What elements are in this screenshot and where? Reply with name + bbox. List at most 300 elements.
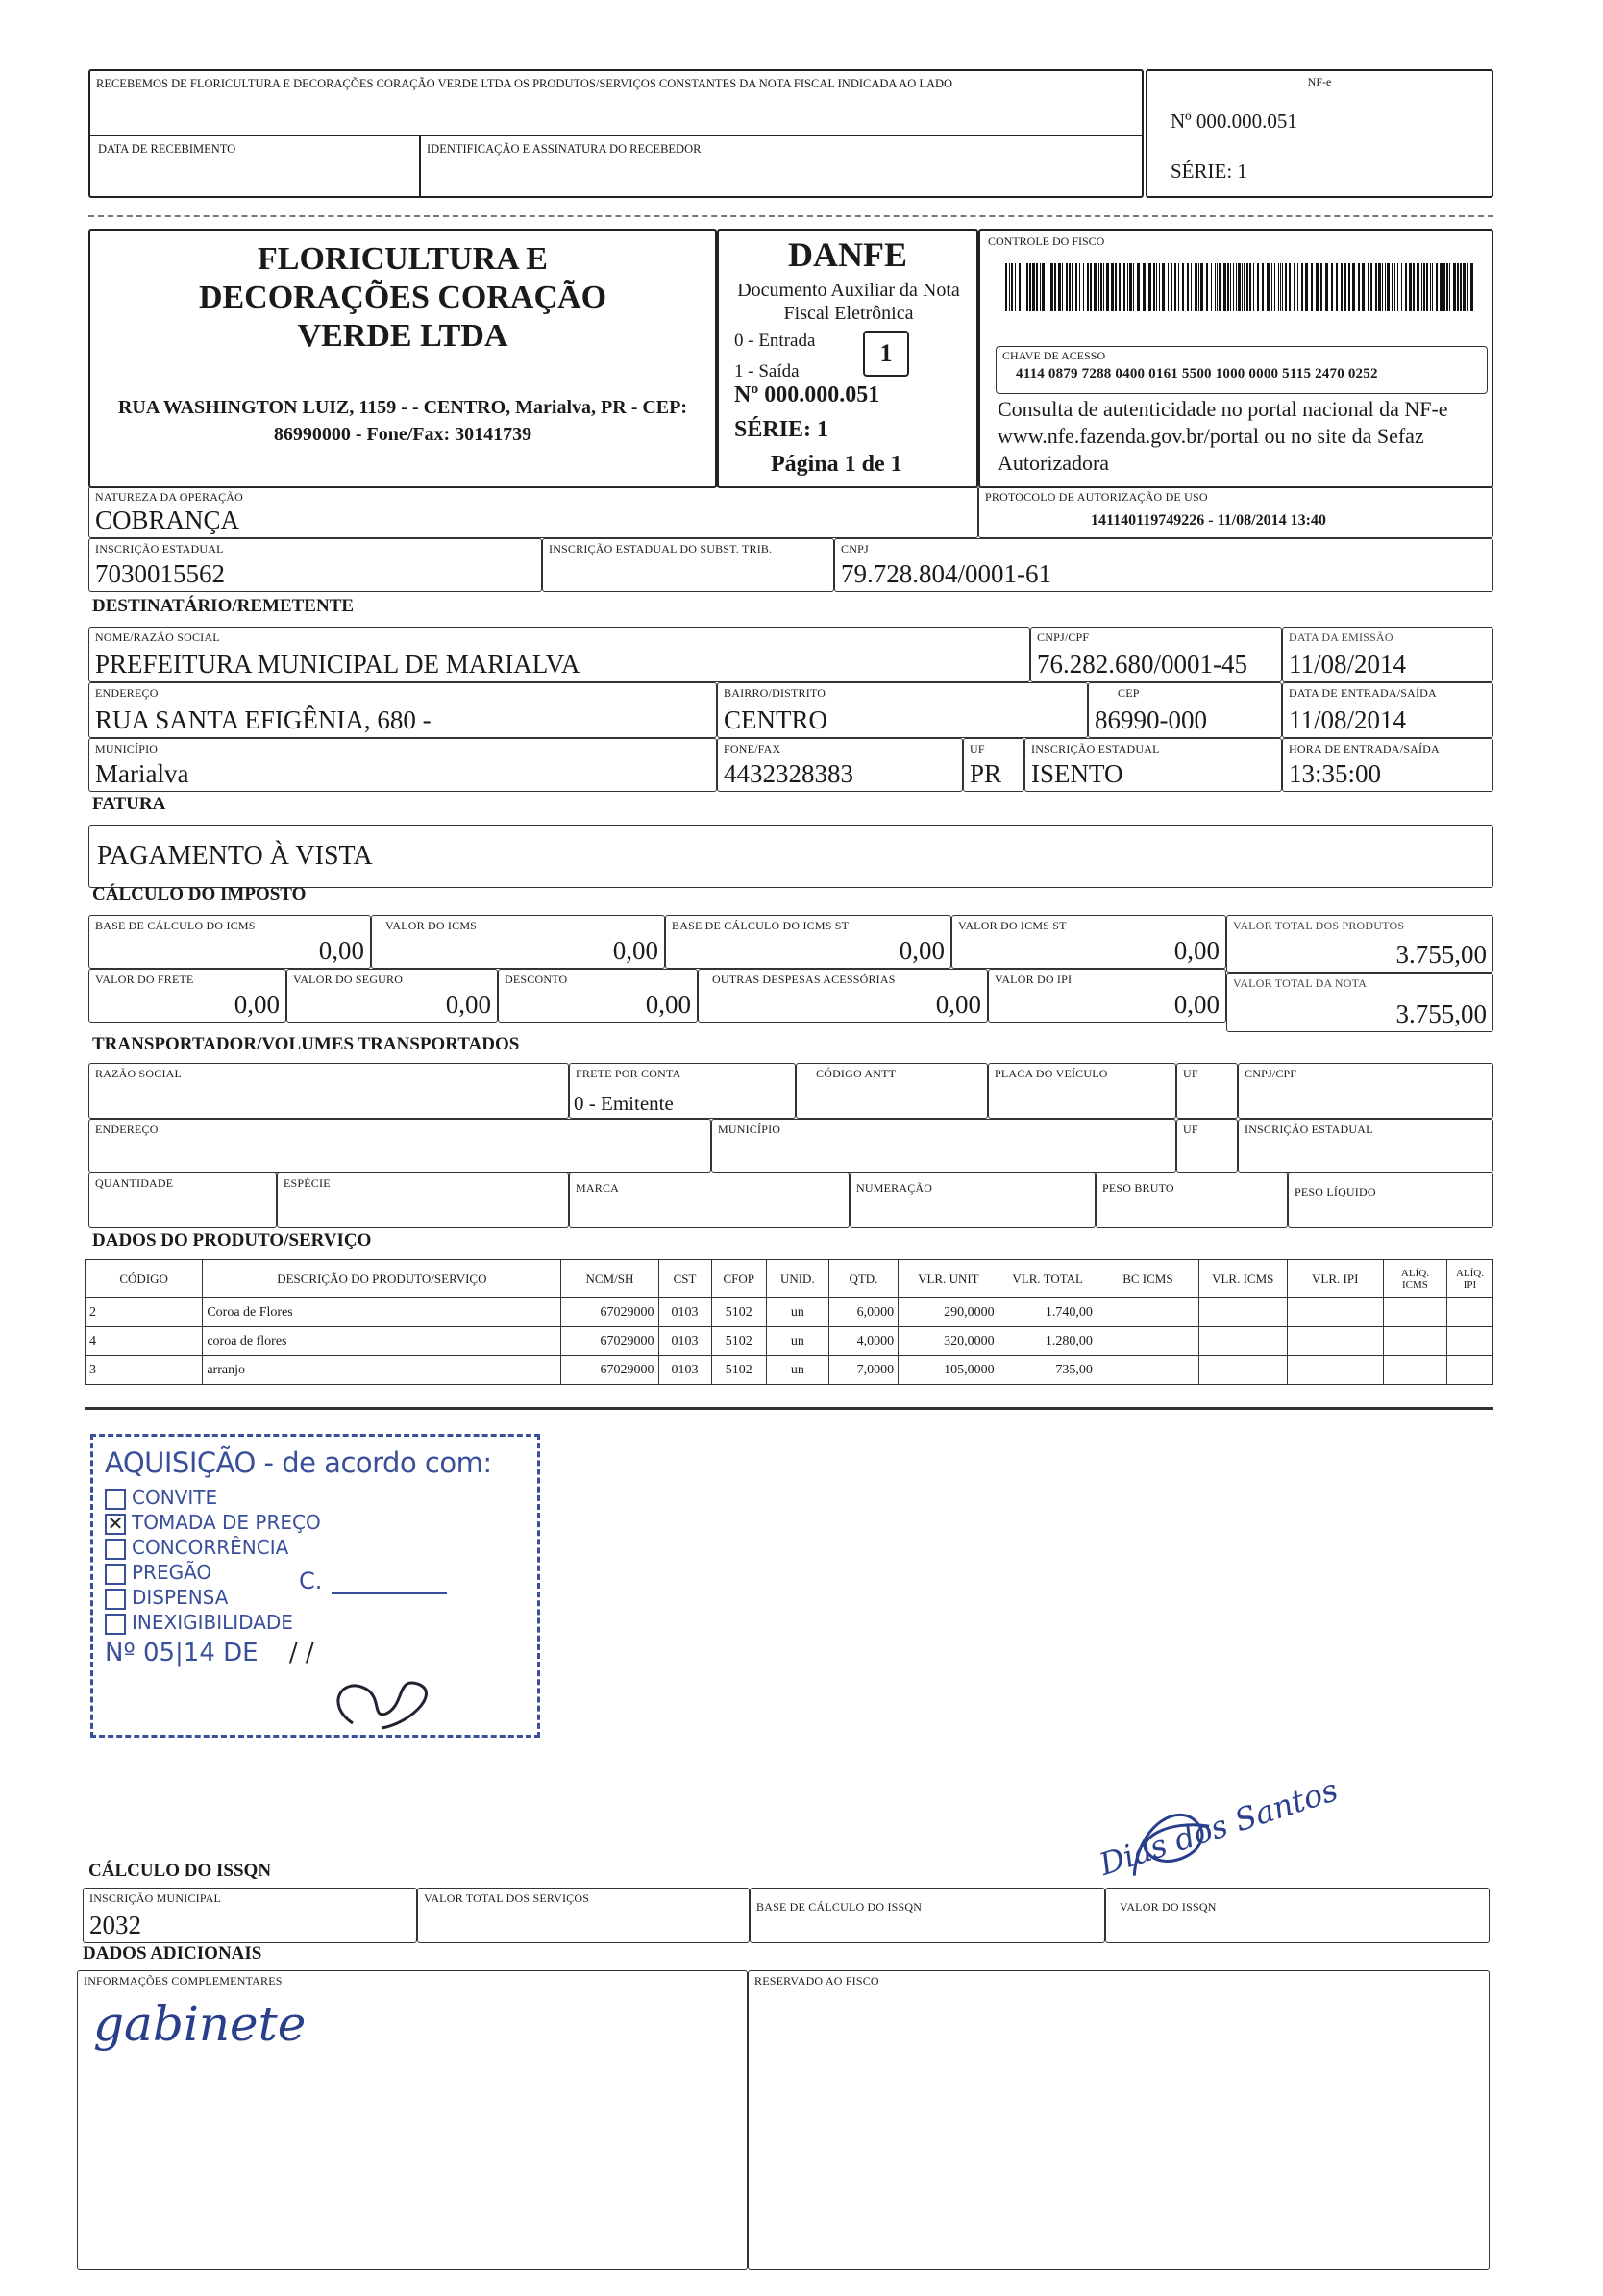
recipient-ie-label: INSCRIÇÃO ESTADUAL	[1031, 742, 1160, 755]
barcode-bar	[1394, 263, 1395, 311]
stamp-option-label: CONCORRÊNCIA	[132, 1536, 289, 1559]
product-cell: 5102	[711, 1298, 766, 1327]
emission-label: DATA DA EMISSÃO	[1289, 630, 1393, 644]
products-header-cell: VLR. IPI	[1287, 1260, 1383, 1298]
tax-section-title: CÁLCULO DO IMPOSTO	[92, 884, 307, 904]
receipt-id-label: IDENTIFICAÇÃO E ASSINATURA DO RECEBEDOR	[427, 142, 702, 156]
checkbox-icon	[105, 1614, 126, 1635]
barcode-bar	[1171, 263, 1172, 311]
product-cell	[1198, 1298, 1287, 1327]
stamp-option-label: DISPENSA	[132, 1586, 229, 1609]
barcode-bar	[1262, 263, 1264, 311]
stamp-number: Nº 05|14 DE	[105, 1639, 259, 1667]
barcode-bar	[1289, 263, 1291, 311]
barcode-bar	[1432, 263, 1433, 311]
barcode-bar	[1405, 263, 1407, 311]
numbering-cell	[850, 1173, 1096, 1228]
ie-st-label: INSCRIÇÃO ESTADUAL DO SUBST. TRIB.	[549, 542, 773, 555]
barcode-bar	[1029, 263, 1031, 311]
numbering-label: NUMERAÇÃO	[856, 1181, 933, 1195]
protocol-value: 141140119749226 - 11/08/2014 13:40	[1091, 512, 1326, 529]
barcode-bar	[1187, 263, 1189, 311]
access-key-box	[996, 346, 1488, 394]
barcode-bar	[1215, 263, 1216, 311]
barcode-bar	[1409, 263, 1412, 311]
product-cell: 4,0000	[828, 1327, 898, 1356]
barcode-bar	[1036, 263, 1038, 311]
entry-date: 11/08/2014	[1289, 705, 1407, 734]
barcode-bar	[1426, 263, 1428, 311]
barcode-bar	[1042, 263, 1045, 311]
discount-label: DESCONTO	[505, 973, 568, 986]
barcode-bar	[1242, 263, 1243, 311]
barcode-bar	[1233, 263, 1234, 311]
stamp-date-slashes: / /	[288, 1639, 314, 1667]
product-cell: 3	[86, 1356, 203, 1385]
product-cell: 6,0000	[828, 1298, 898, 1327]
stamp-options	[105, 1485, 526, 1635]
brand-cell	[569, 1173, 850, 1228]
transport-city-label: MUNICÍPIO	[718, 1123, 781, 1136]
transport-company-cell	[88, 1063, 569, 1119]
barcode-bar	[1230, 263, 1231, 311]
transport-uf-cell	[1176, 1063, 1238, 1119]
base-icms-cell	[88, 915, 371, 969]
entry-time: 13:35:00	[1289, 759, 1382, 788]
product-cell	[1198, 1327, 1287, 1356]
transport-uf2-cell	[1176, 1119, 1238, 1173]
barcode-bar	[1274, 263, 1275, 311]
net-label: PESO LÍQUIDO	[1295, 1185, 1376, 1198]
nfe-label: NF-e	[1307, 75, 1332, 88]
recipient-cnpj: 76.282.680/0001-45	[1037, 650, 1247, 679]
product-cell	[1383, 1298, 1446, 1327]
net-cell	[1288, 1173, 1493, 1228]
cep-label: CEP	[1118, 686, 1140, 700]
barcode-bar	[1103, 263, 1104, 311]
checkbox-icon	[105, 1489, 126, 1510]
transport-section-title: TRANSPORTADOR/VOLUMES TRANSPORTADOS	[92, 1034, 520, 1054]
barcode-bar	[1453, 263, 1456, 311]
product-cell	[1287, 1327, 1383, 1356]
emission-cell	[1282, 627, 1493, 682]
barcode-bar	[1294, 263, 1295, 311]
city: Marialva	[95, 759, 189, 788]
barcode-bar	[1467, 263, 1468, 311]
product-cell: 0103	[658, 1327, 711, 1356]
phone-cell	[717, 738, 963, 792]
stamp-option-label: TOMADA DE PREÇO	[132, 1511, 321, 1534]
fisco-box	[978, 229, 1493, 488]
transport-ie-cell	[1238, 1119, 1493, 1173]
stamp-c-line	[332, 1592, 447, 1594]
products-header-cell: VLR. TOTAL	[999, 1260, 1097, 1298]
barcode-bar	[1352, 263, 1355, 311]
recipient-name-label: NOME/RAZÃO SOCIAL	[95, 630, 220, 644]
other-label: OUTRAS DESPESAS ACESSÓRIAS	[712, 973, 896, 986]
barcode-bar	[1443, 263, 1445, 311]
danfe-entry: 0 - Entrada	[734, 331, 816, 351]
phone: 4432328383	[724, 759, 853, 788]
barcode-bar	[1375, 263, 1377, 311]
transport-address-cell	[88, 1119, 711, 1173]
product-cell: 735,00	[999, 1356, 1097, 1385]
species-label: ESPÉCIE	[284, 1176, 331, 1190]
stamp-option-label: PREGÃO	[132, 1561, 212, 1584]
barcode-bar	[1244, 263, 1245, 311]
barcode-bar	[1368, 263, 1369, 311]
info-label: INFORMAÇÕES COMPLEMENTARES	[84, 1974, 283, 1987]
uf: PR	[970, 759, 1002, 788]
barcode-bar	[1280, 263, 1281, 311]
services-cell	[417, 1888, 750, 1943]
other-cell	[698, 969, 988, 1023]
phone-label: FONE/FAX	[724, 742, 781, 755]
city-cell	[88, 738, 717, 792]
freight: 0,00	[234, 990, 280, 1019]
ipi-label: VALOR DO IPI	[995, 973, 1073, 986]
products-header-cell: VLR. UNIT	[899, 1260, 999, 1298]
transport-ie-label: INSCRIÇÃO ESTADUAL	[1245, 1123, 1373, 1136]
ie-label: INSCRIÇÃO ESTADUAL	[95, 542, 224, 555]
barcode-bar	[1382, 263, 1383, 311]
fisco-control-label: CONTROLE DO FISCO	[988, 235, 1105, 248]
discount: 0,00	[645, 990, 691, 1019]
recipient-ie: ISENTO	[1031, 759, 1123, 788]
access-key: 4114 0879 7288 0400 0161 5500 1000 0000 5115 2470 0252	[1016, 366, 1378, 382]
barcode-bar	[1040, 263, 1041, 311]
barcode-bar	[1271, 263, 1272, 311]
recipient-address-label: ENDEREÇO	[95, 686, 159, 700]
icms-st-cell	[951, 915, 1226, 969]
issuer-box	[88, 229, 717, 488]
barcode-bar	[1440, 263, 1443, 311]
barcode-bar	[1238, 263, 1241, 311]
barcode-bar	[1430, 263, 1431, 311]
barcode-bar	[1217, 263, 1218, 311]
barcode-bar	[1075, 263, 1077, 311]
barcode-bar	[1257, 263, 1259, 311]
product-cell: 7,0000	[828, 1356, 898, 1385]
barcode-bar	[1072, 263, 1073, 311]
icms: 0,00	[612, 936, 658, 965]
total: 3.755,00	[1395, 1000, 1487, 1028]
checkbox-icon	[105, 1589, 126, 1610]
stamp-option-label: CONVITE	[132, 1486, 218, 1509]
barcode-bar	[1285, 263, 1287, 311]
issuer-address: RUA WASHINGTON LUIZ, 1159 - - CENTRO, Marialva, PR - CEP: 86990000 - Fone/Fax: 30141739	[117, 397, 688, 445]
cep-cell	[1088, 682, 1282, 738]
ipi-cell	[988, 969, 1226, 1023]
barcode-bar	[1223, 263, 1226, 311]
im-cell	[83, 1888, 417, 1943]
recipient-address-cell	[88, 682, 717, 738]
barcode	[1005, 263, 1476, 311]
recipient-cnpj-label: CNPJ/CPF	[1037, 630, 1090, 644]
barcode-bar	[1026, 263, 1028, 311]
im: 2032	[89, 1911, 141, 1939]
issuer-name: FLORICULTURA E DECORAÇÕES CORAÇÃO VERDE LTDA	[198, 241, 607, 354]
barcode-bar	[1305, 263, 1308, 311]
barcode-bar	[1320, 263, 1322, 311]
barcode-bar	[1066, 263, 1068, 311]
total-label: VALOR TOTAL DA NOTA	[1233, 976, 1368, 990]
products-header-cell: CST	[658, 1260, 711, 1298]
barcode-bar	[1032, 263, 1035, 311]
barcode-bar	[1282, 263, 1283, 311]
checkbox-icon	[105, 1564, 126, 1585]
barcode-bar	[1058, 263, 1061, 311]
receipt-number: Nº 000.000.051	[1171, 110, 1297, 133]
barcode-bar	[1174, 263, 1176, 311]
barcode-graphic	[1005, 263, 1476, 311]
product-cell: arranjo	[203, 1356, 561, 1385]
products-header-cell: QTD.	[828, 1260, 898, 1298]
insurance-cell	[286, 969, 498, 1023]
barcode-bar	[1162, 263, 1165, 311]
barcode-bar	[1301, 263, 1303, 311]
product-cell	[1287, 1298, 1383, 1327]
issuer-cnpj: 79.728.804/0001-61	[841, 559, 1051, 588]
issqn-section-title: CÁLCULO DO ISSQN	[88, 1861, 272, 1881]
barcode-bar	[1325, 263, 1328, 311]
stamp-c-label: C.	[299, 1568, 323, 1594]
product-cell: Coroa de Flores	[203, 1298, 561, 1327]
products-table-end	[85, 1407, 1493, 1410]
brand-label: MARCA	[576, 1181, 620, 1195]
barcode-bar	[1133, 263, 1134, 311]
freight-cell	[88, 969, 286, 1023]
product-row	[86, 1356, 1493, 1385]
danfe-series: SÉRIE: 1	[734, 417, 829, 442]
receipt-statement: RECEBEMOS DE FLORICULTURA E DECORAÇÕES CORAÇÃO VERDE LTDA OS PRODUTOS/SERVIÇOS CONSTANTES DA NOTA FISCAL INDICADA AO LADO	[96, 77, 953, 90]
danfe-exit: 1 - Saída	[734, 361, 800, 382]
barcode-bar	[1191, 263, 1192, 311]
recipient-cnpj-cell	[1030, 627, 1282, 682]
issuer-cnpj-label: CNPJ	[841, 542, 869, 555]
barcode-bar	[1198, 263, 1199, 311]
transport-freight-cell	[569, 1063, 796, 1119]
barcode-bar	[1336, 263, 1338, 311]
recipient-name-cell	[88, 627, 1030, 682]
barcode-bar	[1206, 263, 1208, 311]
products-header-cell: VLR. ICMS	[1198, 1260, 1287, 1298]
protocol-cell	[978, 486, 1493, 538]
freight-label: VALOR DO FRETE	[95, 973, 194, 986]
barcode-bar	[1249, 263, 1251, 311]
product-cell	[1446, 1327, 1492, 1356]
handwritten-note: gabinete	[93, 1996, 307, 2052]
gross-label: PESO BRUTO	[1102, 1181, 1174, 1195]
product-cell	[1097, 1327, 1198, 1356]
barcode-bar	[1362, 263, 1365, 311]
barcode-bar	[1098, 263, 1099, 311]
barcode-bar	[1087, 263, 1089, 311]
entry-time-label: HORA DE ENTRADA/SAÍDA	[1289, 742, 1440, 755]
barcode-bar	[1115, 263, 1117, 311]
nature-value: COBRANÇA	[95, 506, 240, 534]
barcode-bar	[1470, 263, 1473, 311]
product-row	[86, 1298, 1493, 1327]
total-cell	[1226, 973, 1493, 1032]
barcode-bar	[1413, 263, 1415, 311]
base-st-cell	[665, 915, 951, 969]
transport-freight-label: FRETE POR CONTA	[576, 1067, 681, 1080]
barcode-bar	[1123, 263, 1125, 311]
barcode-bar	[1297, 263, 1298, 311]
ipi: 0,00	[1173, 990, 1220, 1019]
barcode-bar	[1153, 263, 1155, 311]
entry-date-cell	[1282, 682, 1493, 738]
danfe-number: Nº 000.000.051	[734, 383, 880, 407]
barcode-bar	[1143, 263, 1146, 311]
district-cell	[717, 682, 1088, 738]
cep: 86990-000	[1095, 705, 1207, 734]
product-cell	[1383, 1327, 1446, 1356]
barcode-bar	[1316, 263, 1319, 311]
barcode-bar	[1341, 263, 1343, 311]
barcode-bar	[1417, 263, 1419, 311]
danfe-type-value: 1	[879, 339, 893, 367]
barcode-bar	[1358, 263, 1360, 311]
base-icms-label: BASE DE CÁLCULO DO ICMS	[95, 919, 256, 932]
barcode-bar	[1278, 263, 1279, 311]
product-cell: 290,0000	[899, 1298, 999, 1327]
barcode-bar	[1311, 263, 1313, 311]
stamp-option	[105, 1510, 526, 1535]
barcode-bar	[1211, 263, 1212, 311]
barcode-bar	[1392, 263, 1393, 311]
barcode-bar	[1127, 263, 1128, 311]
checked-box-icon: ✕	[105, 1514, 126, 1535]
stamp-option	[105, 1535, 526, 1560]
barcode-bar	[1159, 263, 1160, 311]
products-section-title: DADOS DO PRODUTO/SERVIÇO	[92, 1230, 372, 1250]
nature-label: NATUREZA DA OPERAÇÃO	[95, 490, 244, 504]
barcode-bar	[1090, 263, 1092, 311]
qty-cell	[88, 1173, 277, 1228]
products-header-cell: ALÍQ. IPI	[1446, 1260, 1492, 1298]
barcode-bar	[1446, 263, 1448, 311]
barcode-bar	[1156, 263, 1157, 311]
issqn-value-label: VALOR DO ISSQN	[1120, 1900, 1217, 1913]
icms-label: VALOR DO ICMS	[385, 919, 478, 932]
danfe-type-box	[863, 331, 909, 377]
receipt-date-label: DATA DE RECEBIMENTO	[98, 142, 236, 156]
stamp-option	[105, 1610, 526, 1635]
cut-line	[88, 215, 1493, 217]
issqn-base-cell	[750, 1888, 1105, 1943]
ie-value: 7030015562	[95, 559, 225, 588]
barcode-bar	[1195, 263, 1197, 311]
barcode-bar	[1370, 263, 1372, 311]
barcode-bar	[1421, 263, 1422, 311]
product-cell: 0103	[658, 1298, 711, 1327]
barcode-bar	[1460, 263, 1462, 311]
barcode-bar	[1111, 263, 1114, 311]
total-products-cell	[1226, 915, 1493, 973]
barcode-bar	[1054, 263, 1056, 311]
barcode-bar	[1344, 263, 1346, 311]
transport-cnpj-label: CNPJ/CPF	[1245, 1067, 1297, 1080]
barcode-bar	[1378, 263, 1381, 311]
barcode-bar	[1069, 263, 1071, 311]
product-cell: 4	[86, 1327, 203, 1356]
protocol-label: PROTOCOLO DE AUTORIZAÇÃO DE USO	[985, 490, 1208, 504]
product-cell	[1446, 1356, 1492, 1385]
recipient-address: RUA SANTA EFIGÊNIA, 680 -	[95, 705, 432, 734]
transport-uf-label: UF	[1183, 1067, 1198, 1080]
uf-cell	[963, 738, 1024, 792]
barcode-bar	[1200, 263, 1203, 311]
total-products-label: VALOR TOTAL DOS PRODUTOS	[1233, 919, 1405, 932]
barcode-bar	[1106, 263, 1109, 311]
product-cell: 105,0000	[899, 1356, 999, 1385]
product-cell: 320,0000	[899, 1327, 999, 1356]
icms-st: 0,00	[1173, 936, 1220, 965]
barcode-bar	[1050, 263, 1053, 311]
barcode-bar	[1148, 263, 1151, 311]
signature-scribble	[1107, 1791, 1231, 1897]
barcode-bar	[1387, 263, 1390, 311]
product-cell: 1.280,00	[999, 1327, 1097, 1356]
barcode-bar	[1267, 263, 1270, 311]
nature-cell	[88, 486, 978, 538]
product-cell	[1383, 1356, 1446, 1385]
invoice-section-title: FATURA	[92, 794, 166, 814]
barcode-bar	[1423, 263, 1425, 311]
recipient-section-title: DESTINATÁRIO/REMETENTE	[92, 596, 355, 616]
barcode-bar	[1331, 263, 1333, 311]
district: CENTRO	[724, 705, 827, 734]
other: 0,00	[935, 990, 981, 1019]
product-cell	[1097, 1356, 1198, 1385]
products-header-cell: CÓDIGO	[86, 1260, 203, 1298]
stamp-initials	[314, 1666, 449, 1742]
product-cell	[1097, 1298, 1198, 1327]
product-cell: 67029000	[561, 1356, 658, 1385]
reserved-label: RESERVADO AO FISCO	[754, 1974, 879, 1987]
product-cell: 1.740,00	[999, 1298, 1097, 1327]
total-products: 3.755,00	[1395, 940, 1487, 969]
product-cell: 67029000	[561, 1327, 658, 1356]
stamp-option-label: INEXIGIBILIDADE	[132, 1611, 293, 1634]
transport-company-label: RAZÃO SOCIAL	[95, 1067, 183, 1080]
product-cell: un	[766, 1327, 828, 1356]
transport-cnpj-cell	[1238, 1063, 1493, 1119]
gross-cell	[1096, 1173, 1288, 1228]
transport-city-cell	[711, 1119, 1176, 1173]
barcode-bar	[1009, 263, 1010, 311]
ie-st-cell	[542, 538, 834, 592]
products-header-cell: UNID.	[766, 1260, 828, 1298]
barcode-bar	[1083, 263, 1084, 311]
base-icms: 0,00	[318, 936, 364, 965]
barcode-bar	[1011, 263, 1013, 311]
barcode-bar	[1015, 263, 1016, 311]
barcode-bar	[1119, 263, 1121, 311]
icms-cell	[371, 915, 665, 969]
antt-label: CÓDIGO ANTT	[816, 1067, 897, 1080]
barcode-bar	[1236, 263, 1237, 311]
payment: PAGAMENTO À VISTA	[97, 841, 373, 871]
product-cell	[1198, 1356, 1287, 1385]
signature-stamp-text: Dias dos Santos	[1095, 1771, 1343, 1884]
barcode-bar	[1227, 263, 1229, 311]
plate-label: PLACA DO VEÍCULO	[995, 1067, 1108, 1080]
issqn-base-label: BASE DE CÁLCULO DO ISSQN	[756, 1900, 923, 1913]
barcode-bar	[1348, 263, 1350, 311]
